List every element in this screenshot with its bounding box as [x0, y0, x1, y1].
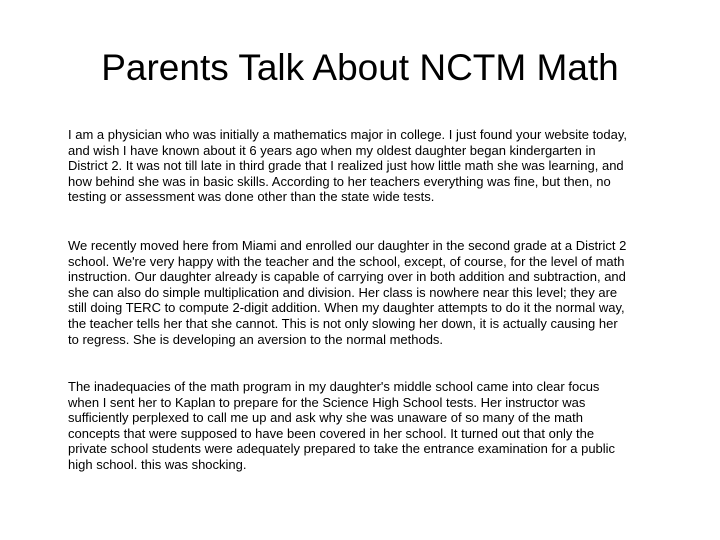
slide-title: Parents Talk About NCTM Math — [101, 47, 619, 88]
paragraph-middle-school-testimony: The inadequacies of the math program in my daughter's middle school came into clear focus when I sent her to Kaplan to prepare for the Science High School tests. Her instructor was sufficiently perplexed to call me up and ask why she was unaware of so many of the math concepts that were supposed to have been covered in her school. It turned out that only the private school students were adequately prepared to take the entrance examination for a public high school. this was shocking. — [68, 379, 616, 472]
paragraph-physician-testimony: I am a physician who was initially a mathematics major in college. I just found your website today, and wish I have known about it 6 years ago when my oldest daughter began kindergarten in District 2. It was not till late in third grade that I realized just how little math she was learning, and how behind she was in basic skills. According to her teachers everything was fine, but then, no testing or assessment was done other than the state wide tests. — [68, 127, 628, 205]
paragraph-miami-testimony: We recently moved here from Miami and enrolled our daughter in the second grade at a District 2 school. We're very happy with the teacher and the school, except, of course, for the level of math instruction. Our daughter already is capable of carrying over in both addition and subtraction, and she can also do simple multiplication and division. Her class is nowhere near this level; they are still doing TERC to compute 2-digit addition. When my daughter attempts to do it the normal way, the teacher tells her that she cannot. This is not only slowing her down, it is actually causing her to regress. She is developing an aversion to the normal methods. — [68, 238, 627, 347]
